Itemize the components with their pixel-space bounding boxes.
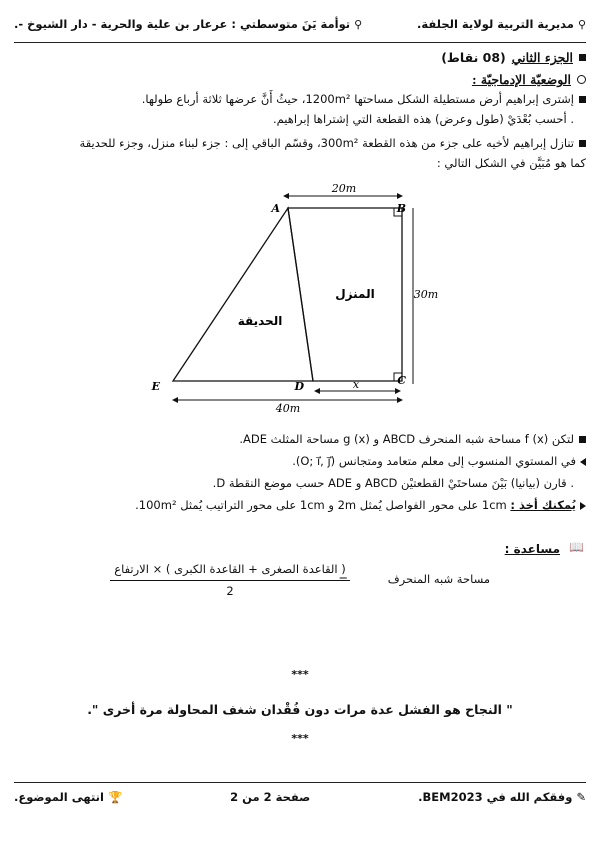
triangle-ade [173, 208, 313, 381]
header-school [14, 17, 362, 31]
paragraph-1-task [24, 110, 574, 128]
part-heading [441, 50, 586, 65]
directorate-text: مديرية التربية لولاية الجلفة. [417, 17, 574, 31]
part-title: الجزء الثاني [511, 50, 573, 65]
question-3-text: . قارن (بيانيا) بَيْنَ مساحتَيْ القطعتيْن ABCD و ADE حسب موضع النقطة D. [212, 476, 574, 490]
point-e: E [151, 380, 160, 393]
header-divider [14, 42, 586, 43]
footer [14, 790, 586, 804]
triangle-bullet-icon [580, 458, 586, 466]
question-2 [24, 452, 586, 470]
formula-denominator: 2 [226, 584, 234, 598]
paragraph-1-task-text: . أحسب بُعْدَيْ (طول وعرض) هذه القطعة التي إشتراها إبراهيم. [272, 112, 574, 126]
footer-divider [14, 782, 586, 783]
circle-bullet-icon [577, 75, 586, 84]
formula-lhs: مساحة شبه المنحرف [387, 572, 490, 586]
trophy-icon: 🏆 [107, 790, 123, 804]
pencil-icon: ✎ [576, 790, 586, 804]
x-dimension-label: x [352, 378, 360, 391]
question-2-text: في المستوي المنسوب إلى معلم متعامد ومتجانس (O; i⃗, j⃗). [292, 454, 576, 468]
header [14, 8, 586, 40]
point-a: A [271, 202, 280, 215]
hint-text: 1cm على محور الفواصل يُمثل 2m و 1cm على محور التراتيب يُمثل 100m². [135, 498, 507, 512]
formula-numerator: ( القاعدة الصغرى + القاعدة الكبرى ) × الارتفاع [114, 562, 346, 576]
top-dimension-label: 20m [331, 182, 357, 195]
part-points: (08 نقاط) [441, 50, 506, 65]
location-pin-icon: ⚲ [354, 17, 363, 31]
bottom-dimension-label: 40m [275, 402, 301, 414]
motivational-quote: " النجاح هو الفشل عدة مرات دون فُقْدان شغف المحاولة مرة أخرى ". [87, 702, 513, 717]
stars-top: *** [291, 668, 309, 681]
footer-wish [418, 790, 586, 804]
question-1 [24, 430, 586, 448]
square-bullet-icon [579, 96, 586, 103]
location-pin-icon: ⚲ [577, 17, 586, 31]
school-text: توأمة يَنَ متوسطتي : عرعار بن علية والحرية - دار الشيوخ -. [14, 17, 351, 31]
paragraph-1 [24, 90, 586, 108]
house-label: المنزل [335, 287, 375, 301]
question-4 [24, 496, 586, 514]
triangle-bullet-icon [580, 502, 586, 510]
square-bullet-icon [579, 436, 586, 443]
trapezoid-formula [110, 562, 490, 602]
question-1-text: لتكن f (x) مساحة شبه المنحرف ABCD و g (x) مساحة المثلث ADE. [239, 432, 574, 446]
formula-equals: = [338, 572, 348, 586]
point-c: C [397, 374, 406, 387]
paragraph-2a-text: تنازل إبراهيم لأخيه على جزء من هذه القطعة 300m²، وقسّم الباقي إلى : جزء لبناء منزل، وجزء للحديقة [79, 136, 574, 150]
question-3 [24, 474, 574, 492]
footer-end [14, 790, 122, 804]
point-d: D [294, 380, 304, 393]
fraction-bar [110, 580, 350, 581]
header-directorate [417, 17, 586, 31]
footer-wish-text: وفقكم الله في BEM2023. [418, 790, 573, 804]
garden-label: الحديقة [237, 314, 283, 328]
paragraph-1-text: إشترى إبراهيم أرض مستطيلة الشكل مساحتها 1200m²، حيثُ أَنَّ عرضها ثلاثة أرباع طولها. [141, 92, 574, 106]
paragraph-2 [24, 134, 586, 152]
situation-heading [472, 72, 586, 87]
page-number: صفحة 2 من 2 [230, 790, 311, 804]
paragraph-2b [24, 154, 586, 172]
paragraph-2b-text: كما هو مُبَيَّن في الشكل التالي : [436, 156, 586, 170]
hint-label: يُمكنك أخذ : [510, 498, 576, 512]
help-title: مساعدة : [504, 542, 560, 556]
point-b: B [396, 202, 406, 215]
book-icon: 📖 [569, 540, 584, 554]
situation-title: الوضعيّة الإدماجيّة : [471, 72, 571, 87]
footer-end-text: انتهى الموضوع. [14, 790, 104, 804]
geometry-figure [150, 178, 440, 414]
square-bullet-icon [579, 54, 586, 61]
right-dimension-label: 30m [413, 288, 439, 301]
square-bullet-icon [579, 140, 586, 147]
stars-bottom: *** [291, 732, 309, 745]
